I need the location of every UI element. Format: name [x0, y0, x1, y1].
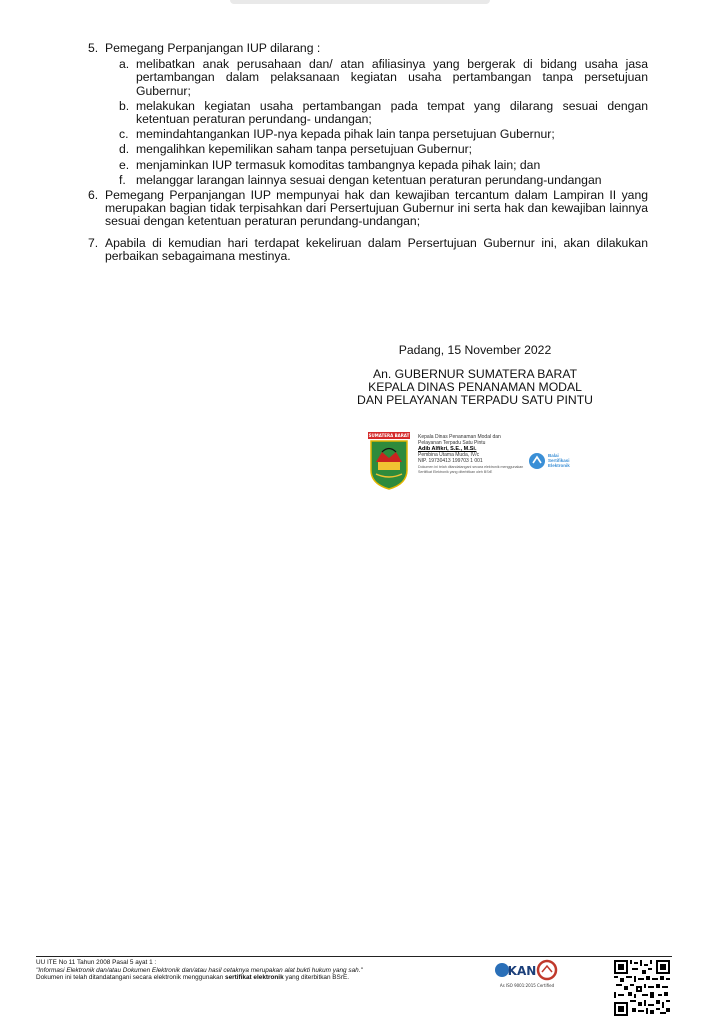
- bsre-icon: [528, 452, 546, 470]
- footer-statement: Dokumen ini telah ditandatangani secara elektronik menggunakan sertifikat elektronik yang diterbitkan BSrE.: [36, 974, 349, 982]
- clause-text: Pemegang Perpanjangan IUP mempunyai hak dan kewajiban tercantum dalam Lampiran II yang merupakan bagian tidak terpisahkan dari Persertujuan Gubernur ini serta hak dan kewajiban lainnya sesuai dengan ketentuan peraturan perundang-undangan;: [105, 188, 648, 229]
- list-item: [119, 174, 648, 187]
- clause-7: [88, 237, 648, 263]
- signer-info: [418, 434, 538, 474]
- bsre-label-1: Balai: [548, 453, 559, 458]
- bsre-logo: [528, 452, 578, 474]
- list-text: mengalihkan kepemilikan saham tanpa persetujuan Gubernur;: [136, 142, 473, 157]
- list-text: melanggar larangan lainnya sesuai dengan ketentuan peraturan perundang-undangan: [136, 172, 602, 187]
- list-letter: c.: [119, 127, 129, 142]
- list-item: [119, 100, 648, 126]
- signatory-line-2: KEPALA DINAS PENANAMAN MODAL: [368, 380, 582, 394]
- signer-office-line1: Kepala Dinas Penanaman Modal dan: [418, 434, 501, 440]
- signer-name: Adib Alfikri, S.E., M.Si.: [418, 446, 477, 452]
- clause-number: 7.: [88, 235, 99, 250]
- list-item: [119, 159, 648, 172]
- footer-legal-text: [36, 959, 456, 982]
- list-item: [119, 128, 648, 141]
- clause-text: Pemegang Perpanjangan IUP dilarang :: [105, 41, 321, 55]
- svg-text:KAN: KAN: [507, 964, 537, 978]
- signatory-line-3: DAN PELAYANAN TERPADU SATU PINTU: [357, 393, 593, 407]
- esign-note: Dokumen ini telah ditandatangani secara elektronik menggunakan Sertifikat Elektronik yang diterbitkan oleh BSrE: [418, 465, 524, 474]
- clause-6: [88, 189, 648, 229]
- footer-divider: [36, 956, 672, 957]
- page-top-shadow: [230, 0, 490, 4]
- document-body: [88, 42, 648, 265]
- footer-law-ref: UU ITE No 11 Tahun 2008 Pasal 5 ayat 1 :: [36, 959, 157, 966]
- prohibition-list: [119, 58, 648, 187]
- signatory-line-1: An. GUBERNUR SUMATERA BARAT: [372, 367, 578, 381]
- signer-rank: Pembina Utama Muda, IV/c: [418, 452, 480, 458]
- clause-5: [88, 42, 648, 187]
- list-letter: e.: [119, 157, 130, 172]
- list-text: melibatkan anak perusahaan dan/ atan afiliasinya yang bergerak di bidang usaha jasa pertambangan dalam pelaksanaan kegiatan usaha pertambangan tanpa persetujuan Gubernur;: [136, 57, 648, 98]
- signer-office-line2: Pelayanan Terpadu Satu Pintu: [418, 440, 486, 446]
- bsre-label-2: Sertifikasi: [548, 458, 570, 463]
- list-letter: b.: [119, 98, 130, 113]
- qr-code-icon: [614, 960, 670, 1016]
- clause-text: Apabila di kemudian hari terdapat kekeliruan dalam Persertujuan Gubernur ini, akan dilakukan perbaikan sebagaimana mestinya.: [105, 235, 648, 263]
- province-emblem-icon: [368, 432, 410, 490]
- signing-date: Padang, 15 November 2022: [398, 343, 552, 357]
- electronic-signature: [368, 432, 598, 492]
- clause-number: 6.: [88, 188, 99, 203]
- kan-certification-icon: [492, 958, 562, 983]
- list-letter: d.: [119, 142, 130, 157]
- footer-quote: "Informasi Elektronik dan/atau Dokumen Elektronik dan/atau hasil cetaknya merupakan alat bukti hukum yang sah.": [36, 966, 363, 974]
- kan-logo: [492, 958, 562, 992]
- list-text: melakukan kegiatan usaha pertambangan pada tempat yang dilarang sesuai dengan ketentuan peraturan perundang- undangan;: [136, 98, 648, 127]
- list-letter: f.: [119, 172, 126, 187]
- list-text: memindahtangankan IUP-nya kepada pihak lain tanpa persetujuan Gubernur;: [136, 127, 555, 142]
- signature-block: [330, 344, 620, 407]
- signer-nip: NIP. 19730413 199703 1 001: [418, 458, 483, 464]
- iso-certified-text: As ISO 9001:2015 Certified: [499, 983, 555, 988]
- clause-number: 5.: [88, 41, 99, 55]
- list-text: menjaminkan IUP termasuk komoditas tambangnya kepada pihak lain; dan: [136, 157, 541, 172]
- list-item: [119, 143, 648, 156]
- bsre-label-3: Elektronik: [548, 463, 570, 468]
- emblem-banner-text: SUMATERA BARAT: [368, 433, 410, 438]
- list-item: [119, 58, 648, 98]
- list-letter: a.: [119, 57, 130, 72]
